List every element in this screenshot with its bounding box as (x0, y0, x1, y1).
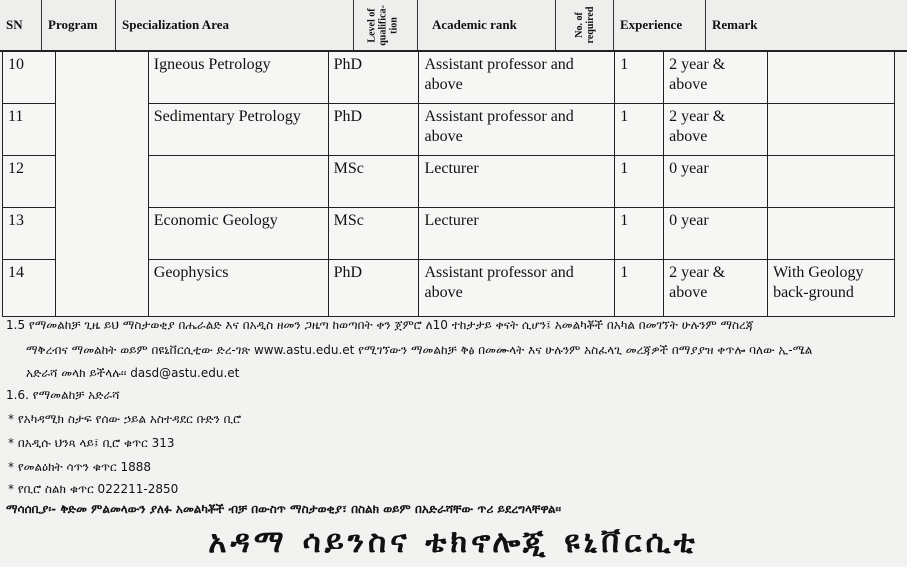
header-sn: SN (0, 0, 42, 50)
cell-sn: 11 (3, 104, 56, 156)
cell-rank: Assistant professor and above (419, 52, 615, 104)
cell-level: PhD (328, 104, 419, 156)
cell-sn: 10 (3, 52, 56, 104)
cell-exp: 0 year (664, 208, 768, 260)
address-bullet: * የአካዳሚክ ስታፍ የሰው ኃይል አስተዳደር ቡድን ቢሮ (8, 412, 242, 426)
note: ማሳሰቢያ፡- ቅድመ ምልመላውን ያለፉ አመልካቾች ብቻ በውስጥ ማስታወቂያ፣ በስልክ ወይም በአድራሻቸው ጥሪ ይደረግላቸዋል፡፡ (6, 502, 562, 516)
cell-rank: Lecturer (419, 156, 615, 208)
cell-area (148, 156, 328, 208)
header-specialization: Specialization Area (116, 0, 354, 50)
table-row (3, 52, 895, 104)
cell-area: Geophysics (148, 260, 328, 317)
cell-num: 1 (615, 104, 664, 156)
cell-exp: 2 year & above (664, 104, 768, 156)
section-1-5-line-3: አድራሻ መላክ ይችላሉ፡፡ dasd@astu.edu.et (26, 366, 240, 380)
cell-exp: 2 year & above (664, 260, 768, 317)
cell-area: Sedimentary Petrology (148, 104, 328, 156)
header-level: Level of qualifica-tion (354, 0, 418, 50)
table-header (0, 0, 907, 52)
cell-program (55, 52, 148, 317)
header-experience: Experience (614, 0, 706, 50)
cell-num: 1 (615, 208, 664, 260)
cell-level: MSc (328, 208, 419, 260)
section-1-5-line-1: 1.5 የማመልከቻ ጊዜ ይህ ማስታወቂያ በሔራልድ እና በአዲስ ዘመን ጋዜጣ ከወጣበት ቀን ጀምሮ ለ10 ተከታታይ ቀናት ሲሆን፤ አመልካቾች በአካል በመገኘት ሁሉንም ማስረጃ (6, 318, 754, 332)
address-bullet: * የመልዕክት ሳጥን ቁጥር 1888 (8, 460, 152, 474)
cell-remark (768, 104, 895, 156)
cell-area: Igneous Petrology (148, 52, 328, 104)
cell-remark (768, 208, 895, 260)
address-bullet: * የቢሮ ስልክ ቁጥር 022211-2850 (8, 482, 179, 496)
cell-area: Economic Geology (148, 208, 328, 260)
header-remark: Remark (712, 17, 758, 32)
section-1-6-title: 1.6. የማመልከቻ አድራሻ (6, 388, 120, 402)
cell-num: 1 (615, 52, 664, 104)
cell-sn: 13 (3, 208, 56, 260)
cell-level: PhD (328, 52, 419, 104)
header-program: Program (42, 0, 116, 50)
header-rank: Academic rank (418, 0, 556, 50)
cell-exp: 2 year & above (664, 52, 768, 104)
cell-rank: Assistant professor and above (419, 104, 615, 156)
cell-remark: With Geology back-ground (768, 260, 895, 317)
cell-num: 1 (615, 260, 664, 317)
positions-table (2, 51, 895, 317)
cell-rank: Lecturer (419, 208, 615, 260)
cell-exp: 0 year (664, 156, 768, 208)
cell-level: PhD (328, 260, 419, 317)
cell-sn: 12 (3, 156, 56, 208)
cell-level: MSc (328, 156, 419, 208)
cell-num: 1 (615, 156, 664, 208)
section-1-5-line-2: ማቅረብና ማመልከት ወይም በዩኒቨርሲቲው ድረ-ገጽ www.astu.edu.et የሚገኘውን ማመልከቻ ቅፅ በመሙላት እና ሁሉንም አስፈላጊ መረጃዎች በማያያዝ ቀጥሎ ባለው ኢ-ሜል (26, 343, 813, 357)
address-bullet: * በአዲሱ ህንጻ ላይ፤ ቢሮ ቁጥር 313 (8, 436, 175, 450)
cell-remark (768, 52, 895, 104)
header-number: No. of required (556, 0, 614, 50)
cell-sn: 14 (3, 260, 56, 317)
cell-rank: Assistant professor and above (419, 260, 615, 317)
university-name: አዳማ ሳይንስና ቴክኖሎጂ ዩኒቨርሲቲ (208, 524, 699, 560)
cell-remark (768, 156, 895, 208)
